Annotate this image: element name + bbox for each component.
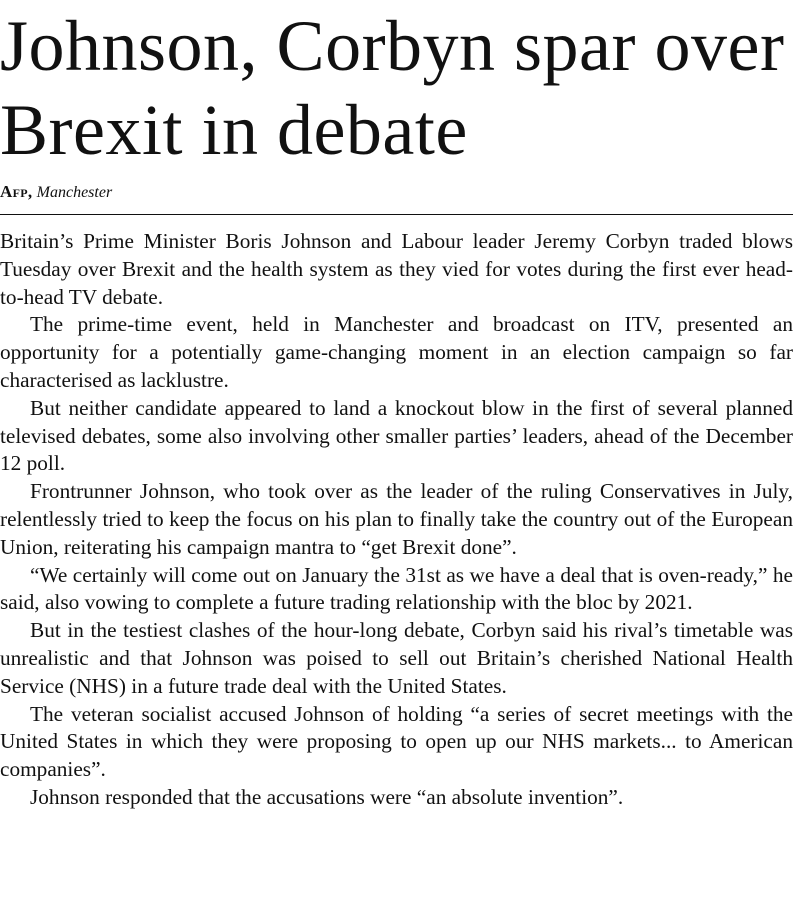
byline-location: Manchester bbox=[36, 184, 113, 201]
divider-rule bbox=[0, 214, 793, 215]
byline-agency: Afp, bbox=[0, 182, 33, 201]
headline: Johnson, Corbyn spar over Brexit in debate bbox=[0, 6, 785, 170]
article-paragraph: But neither candidate appeared to land a knockout blow in the first of several planned televised debates, some also involving other smaller parties’ leaders, ahead of the December 12 poll. bbox=[0, 395, 793, 476]
article-paragraph: Frontrunner Johnson, who took over as the leader of the ruling Conservatives in July, relentlessly tried to keep the focus on his plan to finally take the country out of the European Union, reiterating his campaign mantra to “get Brexit done”. bbox=[0, 479, 793, 559]
article-paragraph: “We certainly will come out on January the 31st as we have a deal that is oven-ready,” he said, also vowing to complete a future trading relationship with the bloc by 2021. bbox=[0, 562, 793, 615]
article-paragraph: But in the testiest clashes of the hour-long debate, Corbyn said his rival’s timetable was unrealistic and that Johnson was poised to sell out Britain’s cherished National Health Service (NHS) in a future trade deal with the United States. bbox=[0, 618, 793, 698]
article-paragraph: Johnson responded that the accusations were “an absolute invention”. bbox=[30, 784, 624, 809]
article-body bbox=[0, 228, 793, 812]
article-paragraph: Britain’s Prime Minister Boris Johnson and Labour leader Jeremy Corbyn traded blows Tuesday over Brexit and the health system as they vied for votes during the first ever head-to-head TV debate. bbox=[0, 229, 793, 309]
article-paragraph: The veteran socialist accused Johnson of holding “a series of secret meetings with the United States in which they were proposing to open up our NHS markets... to American companies”. bbox=[0, 701, 793, 782]
byline bbox=[0, 181, 112, 204]
article-paragraph: The prime-time event, held in Manchester and broadcast on ITV, presented an opportunity for a potentially game-changing moment in an election campaign so far characterised as lacklustre. bbox=[0, 312, 793, 392]
